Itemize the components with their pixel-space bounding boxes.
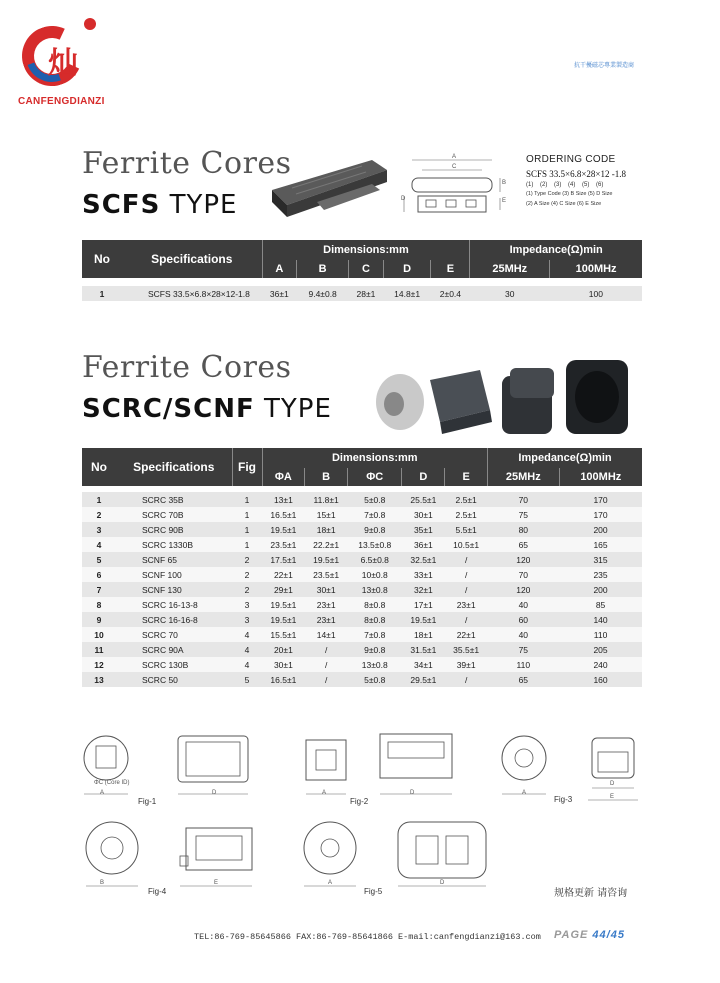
table-row [82,552,642,567]
cell-b: 23±1 [305,612,348,627]
table-row [82,507,642,522]
cell-c: 13±0.8 [348,657,402,672]
cell-e: 22±1 [445,627,488,642]
fig3-label-a: A [522,790,527,796]
cell-fig: 3 [232,597,262,612]
cell-d: 36±1 [402,537,445,552]
cell-e: 2±0.4 [431,286,470,301]
cell-no: 7 [82,582,116,597]
cell-d: 34±1 [402,657,445,672]
col-d: D [402,468,445,486]
cell-a: 22±1 [262,567,305,582]
cell-b: / [305,657,348,672]
col-b: B [305,468,348,486]
page-number [554,929,625,941]
section1-type-title [82,190,237,220]
cell-e: 39±1 [445,657,488,672]
cell-z25: 120 [488,552,560,567]
table-row [82,657,642,672]
tagline: 抗干擾磁芯專業製造商 [573,63,634,69]
cell-z100: 100 [550,286,642,301]
cell-z25: 120 [488,582,560,597]
cell-z25: 65 [488,672,560,687]
scfs-product-image [262,150,392,222]
cell-no: 11 [82,642,116,657]
cell-z25: 40 [488,597,560,612]
fig1-label-d: D [212,790,217,796]
ordering-legend-2: (2) A Size (4) C Size (6) E Size [526,201,602,207]
col-100mhz: 100MHz [559,468,642,486]
drawing-label-e: E [502,198,507,204]
cell-b: 14±1 [305,627,348,642]
cell-fig: 3 [232,612,262,627]
col-fig: Fig [232,448,262,486]
drawing-label-d: D [401,196,406,202]
cell-spec: SCRC 50 [116,672,232,687]
cell-z100: 315 [559,552,642,567]
cell-fig: 1 [232,492,262,507]
fig5-drawing [296,816,496,896]
col-a: ΦA [262,468,305,486]
cell-a: 20±1 [262,642,305,657]
cell-spec: SCRC 70 [116,627,232,642]
company-logo [18,8,118,108]
cell-d: 18±1 [402,627,445,642]
scrc-product-images [370,350,640,440]
table-row [82,642,642,657]
cell-a: 19.5±1 [262,612,305,627]
cell-z25: 70 [488,567,560,582]
cell-d: 33±1 [402,567,445,582]
cell-z100: 205 [559,642,642,657]
page-num: 44/45 [592,929,625,941]
table-row [82,286,642,301]
cell-e: / [445,552,488,567]
cell-c: 8±0.8 [348,612,402,627]
cell-z100: 165 [559,537,642,552]
cell-no: 3 [82,522,116,537]
col-dimensions: Dimensions:mm [262,240,470,260]
cell-spec: SCRC 35B [116,492,232,507]
cell-fig: 2 [232,567,262,582]
cell-z100: 200 [559,522,642,537]
cell-a: 19.5±1 [262,522,305,537]
col-impedance: Impedance(Ω)min [488,448,642,468]
scrc-table-body [82,486,642,687]
cell-z100: 200 [559,582,642,597]
cell-b: 23.5±1 [305,567,348,582]
cell-spec: SCFS 33.5×6.8×28×12-1.8 [122,286,262,301]
col-e: E [445,468,488,486]
cell-a: 23.5±1 [262,537,305,552]
cell-b: 30±1 [305,582,348,597]
cell-e: 2.5±1 [445,492,488,507]
cell-c: 5±0.8 [348,492,402,507]
fig3-label-d: D [610,781,615,787]
fig1-label-a: A [100,790,105,796]
cell-z25: 65 [488,537,560,552]
cell-b: 22.2±1 [305,537,348,552]
col-dimensions: Dimensions:mm [262,448,488,468]
fig2-drawing [290,728,460,808]
section1-type-bold: SCFS [82,190,161,220]
cell-d: 14.8±1 [383,286,431,301]
cell-e: / [445,582,488,597]
cell-no: 10 [82,627,116,642]
cell-z25: 60 [488,612,560,627]
cell-d: 31.5±1 [402,642,445,657]
cell-fig: 1 [232,507,262,522]
col-no: No [91,460,107,474]
cell-d: 17±1 [402,597,445,612]
cell-spec: SCRC 70B [116,507,232,522]
col-specifications: Specifications [151,252,233,266]
cell-e: / [445,567,488,582]
cell-a: 29±1 [262,582,305,597]
fig5-label-a: A [328,880,333,886]
cell-no: 13 [82,672,116,687]
fig4-label-b: B [100,880,105,886]
table-row [82,278,642,286]
cell-c: 13.5±0.8 [348,537,402,552]
ordering-code: SCFS 33.5×6.8×28×12 -1.8 [526,169,626,179]
cell-c: 28±1 [349,286,384,301]
col-b: B [297,260,349,278]
cell-z25: 110 [488,657,560,672]
cell-c: 7±0.8 [348,507,402,522]
cell-b: 11.8±1 [305,492,348,507]
fig3-label-e: E [610,794,615,800]
table-row [82,612,642,627]
cell-a: 15.5±1 [262,627,305,642]
cell-no: 4 [82,537,116,552]
cell-b: 23±1 [305,597,348,612]
table-row [82,672,642,687]
ordering-legend-1: (1) Type Code (3) B Size (5) D Size [526,191,613,197]
cell-no: 9 [82,612,116,627]
fig4-label-e: E [214,880,219,886]
page-word: PAGE [554,929,589,941]
brand-name: CANFENGDIANZI [18,96,105,107]
contact-line: TEL:86-769-85645866 FAX:86-769-85641866 E-mail:canfengdianzi@163.com [194,932,541,942]
cell-spec: SCNF 65 [116,552,232,567]
cell-c: 8±0.8 [348,597,402,612]
cell-z25: 40 [488,627,560,642]
cell-no: 5 [82,552,116,567]
fig2-label-a: A [322,790,327,796]
cell-e: / [445,672,488,687]
col-a: A [262,260,297,278]
fig1-drawing [76,728,276,808]
cell-d: 25.5±1 [402,492,445,507]
cell-z25: 75 [488,642,560,657]
cell-c: 10±0.8 [348,567,402,582]
cell-e: / [445,612,488,627]
cell-z25: 70 [488,492,560,507]
cell-no: 12 [82,657,116,672]
cell-fig: 4 [232,627,262,642]
cell-e: 10.5±1 [445,537,488,552]
ordering-heading: ORDERING CODE [526,154,616,165]
section1-type-word: TYPE [169,190,238,220]
section2-script-title: Ferrite Cores [82,350,292,385]
cell-c: 5±0.8 [348,672,402,687]
section2-type-title [82,394,332,424]
cell-no: 2 [82,507,116,522]
cell-z100: 140 [559,612,642,627]
cell-d: 32±1 [402,582,445,597]
table-row [82,567,642,582]
cell-e: 23±1 [445,597,488,612]
cell-fig: 4 [232,642,262,657]
ordering-numbers: (1) (2) (3) (4) (5) (6) [526,182,604,188]
cell-z100: 235 [559,567,642,582]
cell-z100: 110 [559,627,642,642]
cell-e: 35.5±1 [445,642,488,657]
cell-e: 5.5±1 [445,522,488,537]
cell-no: 1 [82,492,116,507]
cell-fig: 5 [232,672,262,687]
section2-type-word: TYPE [264,394,332,424]
cell-d: 29.5±1 [402,672,445,687]
table-row [82,537,642,552]
col-100mhz: 100MHz [550,260,642,278]
cell-spec: SCRC 1330B [116,537,232,552]
cell-d: 30±1 [402,507,445,522]
fig2-label: Fig-2 [350,797,369,806]
cell-spec: SCNF 100 [116,567,232,582]
scrc-spec-table [82,448,642,687]
section1-script-title: Ferrite Cores [82,146,292,181]
cell-a: 16.5±1 [262,672,305,687]
cell-c: 9±0.8 [348,642,402,657]
cell-z100: 170 [559,492,642,507]
table-row [82,582,642,597]
fig3-label: Fig-3 [554,795,573,804]
cell-no: 8 [82,597,116,612]
cell-d: 32.5±1 [402,552,445,567]
table-row [82,627,642,642]
cell-b: 9.4±0.8 [297,286,349,301]
cell-b: 19.5±1 [305,552,348,567]
section2-type-bold: SCRC/SCNF [82,394,255,424]
col-impedance: Impedance(Ω)min [470,240,642,260]
col-c: C [349,260,384,278]
drawing-label-a: A [452,154,457,160]
ordering-code-block [526,154,706,208]
fig2-label-d: D [410,790,415,796]
cell-a: 30±1 [262,657,305,672]
logo-character: 灿 [48,46,78,81]
cell-c: 13±0.8 [348,582,402,597]
cell-c: 6.5±0.8 [348,552,402,567]
cell-z100: 160 [559,672,642,687]
cell-b: 18±1 [305,522,348,537]
col-specifications: Specifications [133,460,215,474]
cell-spec: SCNF 130 [116,582,232,597]
cell-b: 15±1 [305,507,348,522]
cell-b: / [305,642,348,657]
cell-a: 13±1 [262,492,305,507]
cell-e: 2.5±1 [445,507,488,522]
cell-d: 19.5±1 [402,612,445,627]
cell-no: 1 [82,286,122,301]
cell-spec: SCRC 130B [116,657,232,672]
cell-z100: 85 [559,597,642,612]
cell-c: 7±0.8 [348,627,402,642]
cell-fig: 1 [232,522,262,537]
fig5-label: Fig-5 [364,887,383,896]
fig1-label: Fig-1 [138,797,157,806]
cell-fig: 2 [232,552,262,567]
table-row [82,492,642,507]
cell-z100: 240 [559,657,642,672]
col-25mhz: 25MHz [470,260,550,278]
col-25mhz: 25MHz [488,468,560,486]
col-d: D [383,260,431,278]
col-c: ΦC [348,468,402,486]
cell-z25: 30 [470,286,550,301]
cell-spec: SCRC 16-16-8 [116,612,232,627]
fig5-label-d: D [440,880,445,886]
cell-no: 6 [82,567,116,582]
cell-a: 36±1 [262,286,297,301]
col-no: No [94,252,110,266]
cell-fig: 4 [232,657,262,672]
cell-fig: 1 [232,537,262,552]
cell-fig: 2 [232,582,262,597]
cell-d: 35±1 [402,522,445,537]
cell-z25: 75 [488,507,560,522]
fig4-drawing [76,816,276,896]
table-row [82,522,642,537]
cell-z25: 80 [488,522,560,537]
drawing-label-b: B [502,180,507,186]
drawing-label-c: C [452,164,457,170]
cell-a: 16.5±1 [262,507,305,522]
cell-z100: 170 [559,507,642,522]
fig4-label: Fig-4 [148,887,167,896]
scfs-spec-table [82,240,642,301]
cell-b: / [305,672,348,687]
col-e: E [431,260,470,278]
cell-spec: SCRC 90A [116,642,232,657]
cell-a: 19.5±1 [262,597,305,612]
table-row [82,597,642,612]
logo-dot [84,18,96,30]
cell-a: 17.5±1 [262,552,305,567]
update-note: 规格更新 请咨询 [554,888,628,899]
cell-spec: SCRC 16-13-8 [116,597,232,612]
cell-spec: SCRC 90B [116,522,232,537]
fig1-core-id-label: ΦC (Core ID) [94,780,130,786]
cell-c: 9±0.8 [348,522,402,537]
